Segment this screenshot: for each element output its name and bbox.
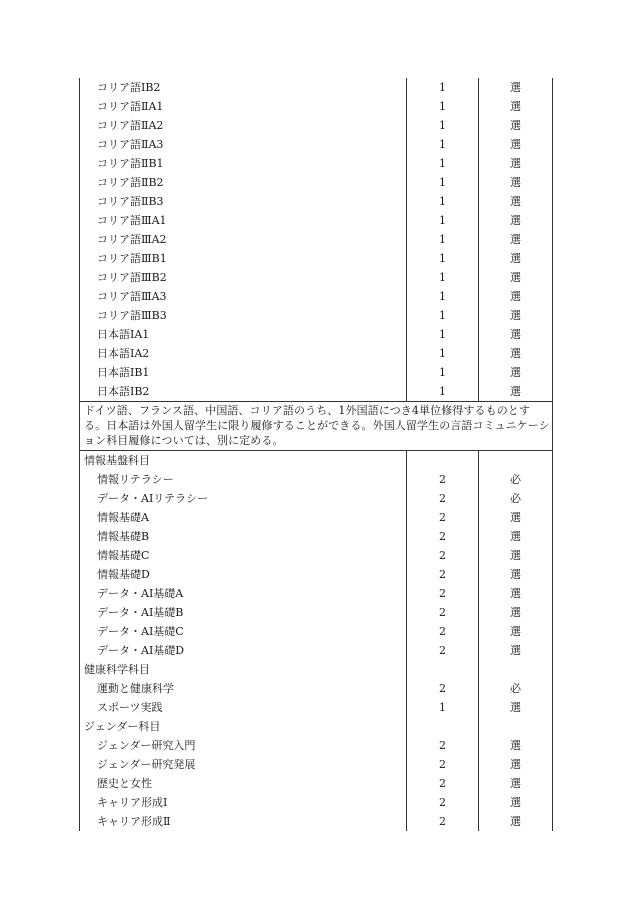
requirement-cell: 選 bbox=[479, 793, 553, 812]
course-name: データ・AIリテラシー bbox=[80, 489, 407, 508]
note-row bbox=[80, 402, 553, 451]
course-name: コリア語ⅡB3 bbox=[80, 192, 407, 211]
course-name: コリア語ⅡA2 bbox=[80, 116, 407, 135]
course-name: 歴史と女性 bbox=[80, 774, 407, 793]
credits-cell: 2 bbox=[407, 812, 479, 831]
requirement-cell: 選 bbox=[479, 230, 553, 249]
category-row bbox=[80, 717, 553, 736]
course-name: 日本語ⅠB2 bbox=[80, 382, 407, 402]
requirement-cell: 選 bbox=[479, 812, 553, 831]
course-name: 情報基礎C bbox=[80, 546, 407, 565]
credits-cell: 1 bbox=[407, 211, 479, 230]
course-row bbox=[80, 736, 553, 755]
credits-cell: 1 bbox=[407, 249, 479, 268]
course-name: キャリア形成Ⅰ bbox=[80, 793, 407, 812]
course-row bbox=[80, 116, 553, 135]
credits-cell: 1 bbox=[407, 344, 479, 363]
course-row bbox=[80, 489, 553, 508]
credits-cell: 2 bbox=[407, 641, 479, 660]
course-row bbox=[80, 325, 553, 344]
credits-cell: 1 bbox=[407, 192, 479, 211]
credits-cell: 2 bbox=[407, 622, 479, 641]
credits-cell: 1 bbox=[407, 382, 479, 402]
course-row bbox=[80, 154, 553, 173]
credits-cell: 1 bbox=[407, 135, 479, 154]
course-name: コリア語ⅡB2 bbox=[80, 173, 407, 192]
category-name: 健康科学科目 bbox=[80, 660, 407, 679]
credits-cell: 2 bbox=[407, 793, 479, 812]
credits-cell: 1 bbox=[407, 78, 479, 97]
course-row bbox=[80, 382, 553, 402]
course-row bbox=[80, 527, 553, 546]
course-row bbox=[80, 230, 553, 249]
course-row bbox=[80, 622, 553, 641]
requirement-cell: 選 bbox=[479, 116, 553, 135]
requirement-cell: 必 bbox=[479, 489, 553, 508]
course-row bbox=[80, 192, 553, 211]
requirement-cell: 選 bbox=[479, 287, 553, 306]
course-name: 運動と健康科学 bbox=[80, 679, 407, 698]
course-name: 日本語ⅠA2 bbox=[80, 344, 407, 363]
course-name: データ・AI基礎C bbox=[80, 622, 407, 641]
requirement-cell: 選 bbox=[479, 641, 553, 660]
requirement-cell: 選 bbox=[479, 755, 553, 774]
requirement-cell: 選 bbox=[479, 325, 553, 344]
course-row bbox=[80, 173, 553, 192]
credits-cell: 2 bbox=[407, 584, 479, 603]
credits-cell: 1 bbox=[407, 116, 479, 135]
credits-cell: 2 bbox=[407, 565, 479, 584]
credits-cell: 2 bbox=[407, 736, 479, 755]
course-name: 情報リテラシー bbox=[80, 470, 407, 489]
course-name: コリア語ⅡA1 bbox=[80, 97, 407, 116]
course-name: データ・AI基礎D bbox=[80, 641, 407, 660]
requirement-cell: 選 bbox=[479, 622, 553, 641]
credits-cell: 1 bbox=[407, 154, 479, 173]
requirement-cell: 選 bbox=[479, 78, 553, 97]
course-row bbox=[80, 774, 553, 793]
category-name: 情報基盤科目 bbox=[80, 451, 407, 471]
credits-cell bbox=[407, 451, 479, 471]
credits-cell: 1 bbox=[407, 325, 479, 344]
credits-cell: 1 bbox=[407, 230, 479, 249]
requirement-cell: 選 bbox=[479, 173, 553, 192]
credits-cell: 2 bbox=[407, 603, 479, 622]
course-row bbox=[80, 287, 553, 306]
credits-cell: 2 bbox=[407, 508, 479, 527]
requirement-cell: 選 bbox=[479, 154, 553, 173]
course-table-body bbox=[80, 78, 553, 831]
requirement-cell bbox=[479, 717, 553, 736]
course-name: コリア語ⅢB3 bbox=[80, 306, 407, 325]
course-name: コリア語ⅢA2 bbox=[80, 230, 407, 249]
requirement-cell: 選 bbox=[479, 268, 553, 287]
category-row bbox=[80, 451, 553, 471]
course-row bbox=[80, 641, 553, 660]
credits-cell: 2 bbox=[407, 470, 479, 489]
course-row bbox=[80, 268, 553, 287]
requirement-cell: 選 bbox=[479, 135, 553, 154]
requirement-cell: 選 bbox=[479, 344, 553, 363]
course-name: データ・AI基礎A bbox=[80, 584, 407, 603]
requirement-cell: 選 bbox=[479, 363, 553, 382]
credits-cell bbox=[407, 660, 479, 679]
course-row bbox=[80, 698, 553, 717]
requirement-cell: 選 bbox=[479, 736, 553, 755]
course-row bbox=[80, 78, 553, 97]
course-name: 情報基礎A bbox=[80, 508, 407, 527]
course-name: コリア語ⅢA3 bbox=[80, 287, 407, 306]
requirement-cell bbox=[479, 660, 553, 679]
course-row bbox=[80, 97, 553, 116]
course-table bbox=[79, 78, 553, 831]
course-row bbox=[80, 306, 553, 325]
course-name: 情報基礎B bbox=[80, 527, 407, 546]
credits-cell: 1 bbox=[407, 268, 479, 287]
course-row bbox=[80, 603, 553, 622]
requirement-cell: 選 bbox=[479, 603, 553, 622]
credits-cell: 1 bbox=[407, 97, 479, 116]
course-name: コリア語ⅢA1 bbox=[80, 211, 407, 230]
course-name: コリア語ⅡB1 bbox=[80, 154, 407, 173]
course-row bbox=[80, 755, 553, 774]
credits-cell: 2 bbox=[407, 679, 479, 698]
course-name: コリア語ⅠB2 bbox=[80, 78, 407, 97]
course-row bbox=[80, 679, 553, 698]
course-row bbox=[80, 565, 553, 584]
requirement-cell: 選 bbox=[479, 192, 553, 211]
credits-cell: 2 bbox=[407, 489, 479, 508]
course-name: コリア語ⅡA3 bbox=[80, 135, 407, 154]
course-name: キャリア形成Ⅱ bbox=[80, 812, 407, 831]
course-name: 情報基礎D bbox=[80, 565, 407, 584]
credits-cell: 2 bbox=[407, 755, 479, 774]
course-row bbox=[80, 508, 553, 527]
course-row bbox=[80, 249, 553, 268]
requirement-cell: 選 bbox=[479, 584, 553, 603]
requirement-cell: 選 bbox=[479, 546, 553, 565]
requirement-cell: 選 bbox=[479, 249, 553, 268]
credits-cell: 1 bbox=[407, 698, 479, 717]
course-row bbox=[80, 344, 553, 363]
requirement-cell: 選 bbox=[479, 774, 553, 793]
requirement-cell: 選 bbox=[479, 508, 553, 527]
requirement-cell: 選 bbox=[479, 97, 553, 116]
credits-cell: 1 bbox=[407, 287, 479, 306]
course-name: データ・AI基礎B bbox=[80, 603, 407, 622]
course-row bbox=[80, 363, 553, 382]
requirement-cell: 選 bbox=[479, 382, 553, 402]
credits-cell: 1 bbox=[407, 306, 479, 325]
course-name: コリア語ⅢB1 bbox=[80, 249, 407, 268]
course-row bbox=[80, 546, 553, 565]
requirement-cell: 選 bbox=[479, 565, 553, 584]
credits-cell: 1 bbox=[407, 173, 479, 192]
category-name: ジェンダー科目 bbox=[80, 717, 407, 736]
course-name: コリア語ⅢB2 bbox=[80, 268, 407, 287]
note-text: ドイツ語、フランス語、中国語、コリア語のうち、1外国語につき4単位修得するものとする。日本語は外国人留学生に限り履修することができる。外国人留学生の言語コミュニケーション科目履修については、別に定める。 bbox=[80, 402, 553, 451]
credits-cell: 2 bbox=[407, 527, 479, 546]
requirement-cell: 選 bbox=[479, 306, 553, 325]
course-row bbox=[80, 812, 553, 831]
course-name: ジェンダー研究入門 bbox=[80, 736, 407, 755]
requirement-cell: 選 bbox=[479, 211, 553, 230]
requirement-cell: 必 bbox=[479, 470, 553, 489]
requirement-cell: 選 bbox=[479, 698, 553, 717]
credits-cell: 2 bbox=[407, 774, 479, 793]
requirement-cell: 必 bbox=[479, 679, 553, 698]
requirement-cell bbox=[479, 451, 553, 471]
credits-cell: 2 bbox=[407, 546, 479, 565]
credits-cell bbox=[407, 717, 479, 736]
requirement-cell: 選 bbox=[479, 527, 553, 546]
course-name: 日本語ⅠB1 bbox=[80, 363, 407, 382]
course-row bbox=[80, 470, 553, 489]
course-name: ジェンダー研究発展 bbox=[80, 755, 407, 774]
course-row bbox=[80, 793, 553, 812]
credits-cell: 1 bbox=[407, 363, 479, 382]
course-name: 日本語ⅠA1 bbox=[80, 325, 407, 344]
course-row bbox=[80, 135, 553, 154]
course-row bbox=[80, 211, 553, 230]
category-row bbox=[80, 660, 553, 679]
course-row bbox=[80, 584, 553, 603]
course-name: スポーツ実践 bbox=[80, 698, 407, 717]
